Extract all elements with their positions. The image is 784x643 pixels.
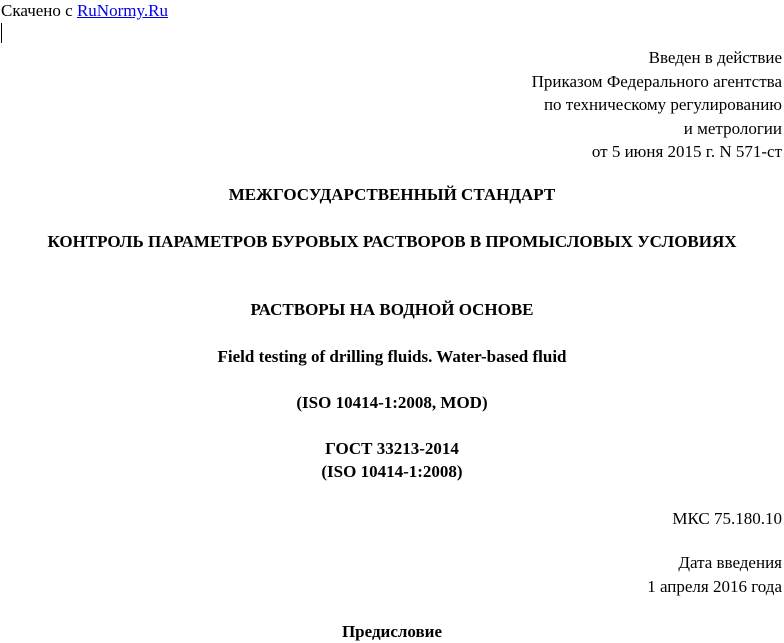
mks-code: МКС 75.180.10 (672, 509, 782, 528)
document-subtitle: РАСТВОРЫ НА ВОДНОЙ ОСНОВЕ (250, 300, 534, 319)
approval-line: по техническому регулированию (543, 95, 782, 114)
gost-iso-number: (ISO 10414-1:2008) (321, 462, 463, 481)
gost-number: ГОСТ 33213-2014 (325, 439, 459, 458)
text-cursor (1, 23, 2, 43)
approval-line: Приказом Федерального агентства (531, 71, 782, 91)
preface-heading: Предисловие (341, 622, 443, 641)
source-link[interactable]: RuNormy.Ru (76, 1, 168, 20)
document-title: КОНТРОЛЬ ПАРАМЕТРОВ БУРОВЫХ РАСТВОРОВ В ПРОМЫСЛОВЫХ УСЛОВИЯХ (47, 232, 737, 251)
source-prefix: Скачено с (1, 1, 77, 20)
iso-reference: (ISO 10414-1:2008, MOD) (296, 393, 488, 412)
approval-line: Введен в действие (648, 48, 782, 67)
intro-date-value: 1 апреля 2016 года (647, 576, 782, 596)
approval-block (532, 46, 782, 164)
intro-date-label: Дата введения (678, 553, 782, 572)
approval-line: и метрологии (683, 118, 782, 138)
gost-designation (0, 437, 784, 483)
source-line (1, 1, 168, 21)
standard-type: МЕЖГОСУДАРСТВЕННЫЙ СТАНДАРТ (228, 185, 556, 204)
approval-line: от 5 июня 2015 г. N 571-ст (591, 142, 782, 161)
introduction-date (647, 551, 782, 598)
english-title: Field testing of drilling fluids. Water-based fluid (217, 347, 567, 366)
